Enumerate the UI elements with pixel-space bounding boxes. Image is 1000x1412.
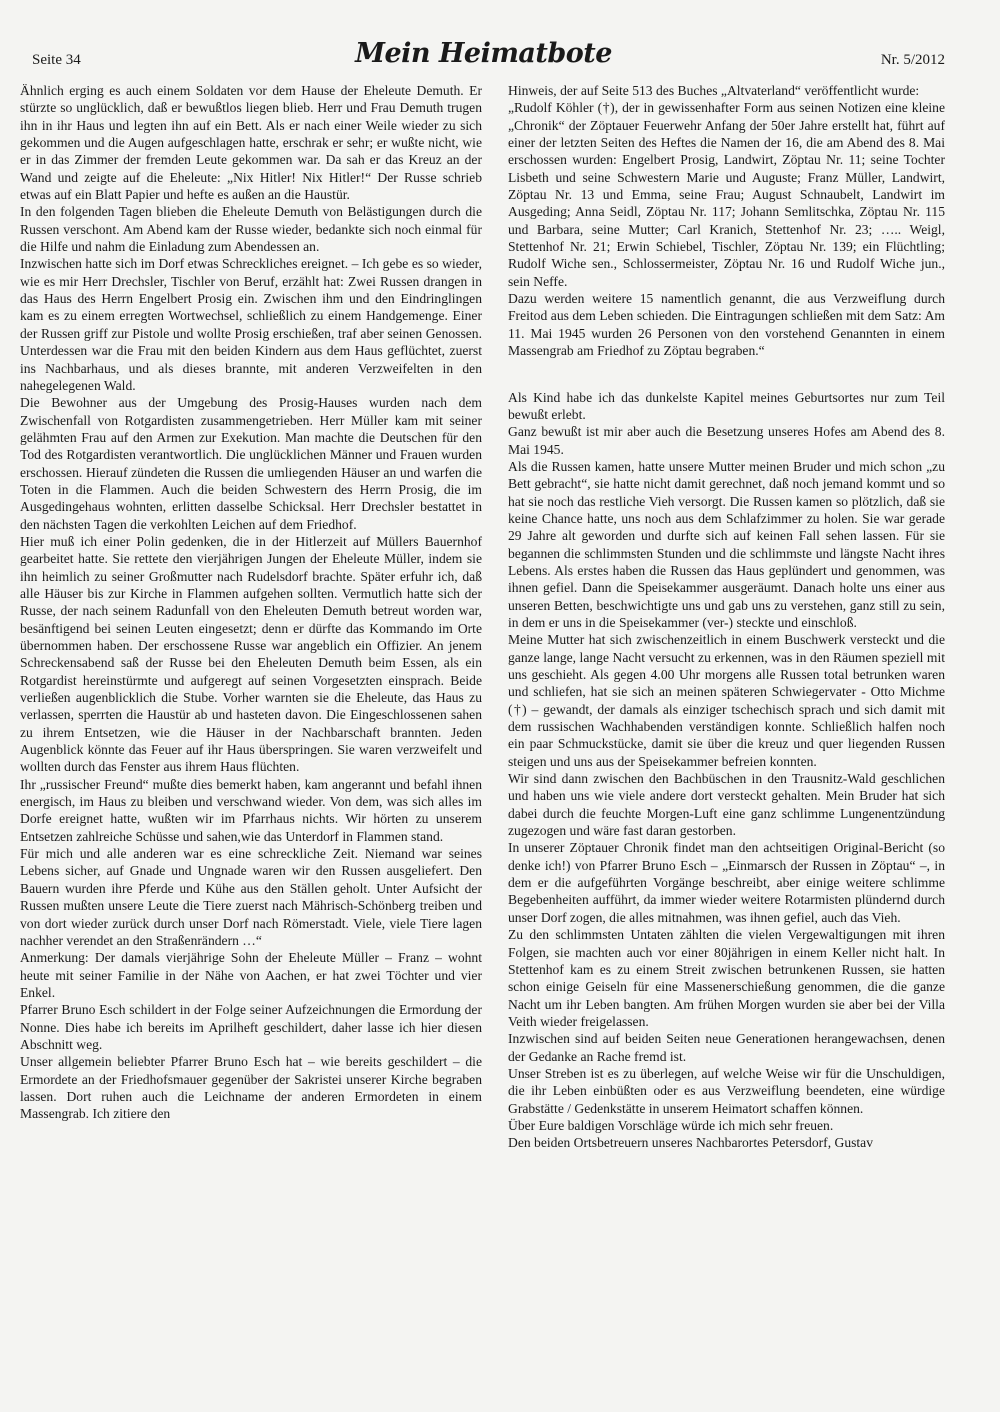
paragraph: Ähnlich erging es auch einem Soldaten vor dem Hause der Eheleute Demuth. Er stürzte so unglücklich, daß er bewußtlos liegen blieb. Herr und Frau Demuth trugen ihn in ihr Haus und legten ihn auf ein Bett. Als er nach einer Weile wieder zu sich gekommen und die Augen aufgeschlagen hatte, erschrak er sehr; er wußte nicht, wie er in das Zimmer der fremden Leute gekommen war. Da sah er das Kreuz an der Wand und zeigte auf die Eheleute: „Nix Hitler! Nix Hitler!“ Der Russe schrieb etwas auf ein Blatt Papier und hefte es außen an die Haustür. bbox=[20, 83, 482, 203]
left-column bbox=[20, 82, 482, 1123]
paragraph: Als die Russen kamen, hatte unsere Mutter meinen Bruder und mich schon „zu Bett gebracht“, sie hatte nicht damit gerechnet, daß noch jemand kommt und so hat sie noch das restliche Vieh versorgt. Die Russen kamen so plötzlich, daß sie keine Chance hatte, uns noch aus dem Schlafzimmer zu holen. Sie war gerade 29 Jahre alt geworden und durfte sich auf keinen Fall sehen lassen. Für sie begannen die schlimmsten Stunden und die schlimmste und längste Nacht ihres Lebens. Als erstes haben die Russen das Haus geplündert und genommen, was ihnen gefiel. Dann die Speisekammer ausgeräumt. Danach holte uns einer aus unseren Betten, beschwichtigte uns und gab uns zu verstehen, ganz still zu sein, in dem er uns in die Speisekammer (ver-) steckte und einschloß. bbox=[508, 458, 945, 630]
paragraph: Zu den schlimmsten Untaten zählten die vielen Vergewaltigungen mit ihren Folgen, sie machten auch vor einer 80jährigen in einem Keller nicht halt. In Stettenhof kam es zu einem Streit zwischen betrunkenen Russen, sie hatten schon einige Geiseln für eine Massenerschießung genommen, die die ganze Nacht um ihr Leben bangten. Am frühen Morgen wurden sie aber bei der Villa Veith wieder freigelassen. bbox=[508, 927, 945, 1029]
paragraph: In den folgenden Tagen blieben die Eheleute Demuth von Belästigungen durch die Russen verschont. Am Abend kam der Russe wieder, bedankte sich noch einmal für die Hilfe und nahm die Einladung zum Abendessen an. bbox=[20, 204, 482, 255]
paragraph: Unser allgemein beliebter Pfarrer Bruno Esch hat – wie bereits geschildert – die Ermordete an der Friedhofsmauer gegenüber der Sakristei unserer Kirche begraben lassen. Dort ruhen auch die Leichname der anderen Ermordeten in einem Massengrab. Ich zitiere den bbox=[20, 1054, 482, 1122]
paragraph: „Rudolf Köhler (†), der in gewissenhafter Form aus seinen Notizen eine kleine „Chronik“ der Zöptauer Feuerwehr Anfang der 50er Jahre erstellt hat, führt auf einer der letzten Seiten des Heftes die Namen der 16, die am Abend des 8. Mai erschossen wurden: Engelbert Prosig, Landwirt, Zöptau Nr. 11; seine Tochter Lisbeth und seine Schwestern Marie und Auguste; Franz Müller, Landwirt, Zöptau Nr. 13 und Emma, seine Frau; August Schnaubelt, Landwirt im Ausgeding; Anna Seidl, Zöptau Nr. 117; Johann Semlitschka, Zöptau Nr. 115 und Barbara, seine Mutter; Carl Kranich, Stettenhof Nr. 23; ….. Weigl, Stettenhof Nr. 21; Erwin Schiebel, Tischler, Zöptau Nr. 139; ein Flüchtling; Rudolf Wiche sen., Schlossermeister, Zöptau Nr. 16 und Rudolf Wiche jun., sein Neffe. bbox=[508, 100, 945, 289]
issue-number: Nr. 5/2012 bbox=[880, 52, 945, 68]
paragraph: Unser Streben ist es zu überlegen, auf welche Weise wir für die Unschuldigen, die ihr Leben einbüßten oder es aus Verzweiflung beendeten, eine würdige Grabstätte / Gedenkstätte in unserem Heimatort schaffen können. bbox=[508, 1065, 945, 1116]
paragraph: Für mich und alle anderen war es eine schreckliche Zeit. Niemand war seines Lebens sicher, auf Gnade und Ungnade waren wir den Russen ausgeliefert. Den Bauern wurden ihre Pferde und Kühe aus den Ställen geholt. Unter Aufsicht der Russen mußten unsere Leute die Tiere zuerst nach Mährisch-Schönberg treiben und von dort wieder zurück durch unser Dorf nach Römerstadt. Viele, viele Tiere lagen nachher verendet an den Straßenrändern …“ bbox=[20, 846, 482, 948]
paragraph: Dazu werden weitere 15 namentlich genannt, die aus Verzweiflung durch Freitod aus dem Leben schieden. Die Eintragungen schließen mit dem Satz: Am 11. Mai 1945 wurden 26 Personen von den vorstehend Genannten in einem Massengrab am Friedhof zu Zöptau begraben.“ bbox=[508, 291, 945, 359]
paragraph: Pfarrer Bruno Esch schildert in der Folge seiner Aufzeichnungen die Ermordung der Nonne. Dies habe ich bereits im Aprilheft geschildert, daher lasse ich hier diesen Abschnitt weg. bbox=[20, 1002, 482, 1052]
paragraph: Als Kind habe ich das dunkelste Kapitel meines Geburtsortes nur zum Teil bewußt erlebt. bbox=[508, 389, 945, 422]
paragraph: Meine Mutter hat sich zwischenzeitlich in einem Buschwerk versteckt und die ganze lange, lange Nacht versucht zu erkennen, was in den Räumen speziell mit uns geschieht. Als gegen 4.00 Uhr morgens alle Russen total betrunken waren und schliefen, hat sie sich an meinen späteren Schwiegervater - Otto Michme (†) – gewandt, der damals als einziger tschechisch sprach und sich damit mit dem russischen Wachhabenden verständigen konnte. Schließlich halfen noch ein paar Schmuckstücke, damit sie über die kreuz und quer liegenden Russen steigen und uns aus der Speisekammer befreien konnten. bbox=[508, 632, 945, 769]
page-number: Seite 34 bbox=[32, 52, 81, 68]
paragraph: Die Bewohner aus der Umgebung des Prosig-Hauses wurden nach dem Zwischenfall von Rotgardisten zusammengetrieben. Herr Müller kam mit seiner gelähmten Frau auf den Armen zur Exekution. Man machte die Deutschen für den Tod des Rotgardisten verantwortlich. Die unglücklichen Männer und Frauen wurden erschossen. Hierauf zündeten die Russen die umliegenden Häuser an und warfen die Toten in die Flammen. Auch die beiden Schwestern des Herrn Prosig, die im Ausgedingehaus wohnten, erlitten dasselbe Schicksal. Herr Drechsler bestattet in den nächsten Tagen die verkohlten Leichen auf dem Friedhof. bbox=[20, 395, 482, 532]
paragraph: Inzwischen sind auf beiden Seiten neue Generationen herangewachsen, denen der Gedanke an Rache fremd ist. bbox=[508, 1031, 945, 1064]
paragraph: Über Eure baldigen Vorschläge würde ich mich sehr freuen. bbox=[508, 1117, 834, 1133]
paragraph: Anmerkung: Der damals vierjährige Sohn der Eheleute Müller – Franz – wohnt heute mit seiner Familie in der Nähe von Aachen, er hat zwei Töchter und vier Enkel. bbox=[20, 950, 482, 1000]
paragraph: Hier muß ich einer Polin gedenken, die in der Hitlerzeit auf Müllers Bauernhof gearbeitet hatte. Sie rettete den vierjährigen Jungen der Eheleute Müller, indem sie ihn heimlich zu seiner Großmutter nach Rudelsdorf brachte. Später erfuhr ich, daß alle Häuser bis zur Kirche in Flammen aufgehen sollten. Vermutlich hatte sich der Russe, der nach seinem Radunfall von den Eheleuten Demuth betreut worden war, besänftigend bei seinen Leuten eingesetzt; denn er dürfte das Kommando im Orte übernommen haben. Der erschossene Russe war angeblich ein Offizier. An jenem Schreckensabend saß der Russe bei den Eheleuten Demuth beim Essen, als ein Rotgardist hereinstürmte und aufgeregt auf seinen Vorgesetzten einsprach. Beide verließen augenblicklich die Stube. Vorher warnten sie die Eheleute, das Haus zu verlassen, sperrten die Haustür ab und hasteten davon. Die Eingeschlossenen sahen zu ihrem Entsetzen, wie die Häuser in der Nachbarschaft brannten. Jeden Augenblick könnte das Feuer auf ihr Haus überspringen. Sie waren verzweifelt und wollten durch das Fenster aus ihrem Haus flüchten. bbox=[20, 533, 482, 775]
paragraph: Hinweis, der auf Seite 513 des Buches „Altvaterland“ veröffentlicht wurde: bbox=[508, 83, 920, 98]
page-header bbox=[22, 38, 945, 78]
paragraph: Inzwischen hatte sich im Dorf etwas Schreckliches ereignet. – Ich gebe es so wieder, wie es mir Herr Drechsler, Tischler von Beruf, erzählt hat: Zwei Russen drangen in das Haus des Herrn Engelbert Prosig ein. Zwischen ihm und den Eindringlingen kam es zu einem erregten Wortwechsel, schließlich zu einem Handgemenge. Einer der Russen griff zur Pistole und wollte Prosig erschießen, traf aber seinen Genossen. Unterdessen war die Frau mit den beiden Kindern aus dem Haus geflüchtet, zuerst ins Nachbarhaus, und als dieses brannte, mit anderen Verzweifelten in den nahegelegenen Wald. bbox=[20, 256, 482, 393]
paragraph: Ihr „russischer Freund“ mußte dies bemerkt haben, kam angerannt und befahl ihnen energisch, im Haus zu bleiben und verschwand wieder. Von dem, was sich alles im Dorfe ereignet hatte, wußten wir im Pfarrhaus nichts. Wir hörten zu unserem Entsetzen zahlreiche Schüsse und sahen,wie das Unterdorf in Flammen stand. bbox=[20, 776, 482, 844]
right-column bbox=[508, 82, 945, 1152]
paragraph: Den beiden Ortsbetreuern unseres Nachbarortes Petersdorf, Gustav bbox=[508, 1135, 874, 1151]
paragraph: Ganz bewußt ist mir aber auch die Besetzung unseres Hofes am Abend des 8. Mai 1945. bbox=[508, 424, 945, 457]
paragraph: In unserer Zöptauer Chronik findet man den achtseitigen Original-Bericht (so denke ich!) von Pfarrer Bruno Esch – „Einmarsch der Russen in Zöptau“ –, in dem er die aufgeführten Vorgänge beschreibt, aber einige weitere schlimme Begebenheiten aufführt, da immer wieder weitere Rotarmisten plündernd durch unser Dorf zogen, die alles mitnahmen, was ihnen gefiel, auch das Vieh. bbox=[508, 840, 945, 925]
section-gap bbox=[508, 360, 945, 389]
masthead-title: Mein Heimatbote bbox=[355, 38, 612, 69]
paragraph: Wir sind dann zwischen den Bachbüschen in den Trausnitz-Wald geschlichen und haben uns wie viele andere dort versteckt gehalten. Mein Bruder hat sich dabei durch die feuchte Morgen-Luft eine ganz schlimme Lungenentzündung zugezogen und wäre fast daran gestorben. bbox=[508, 771, 945, 839]
